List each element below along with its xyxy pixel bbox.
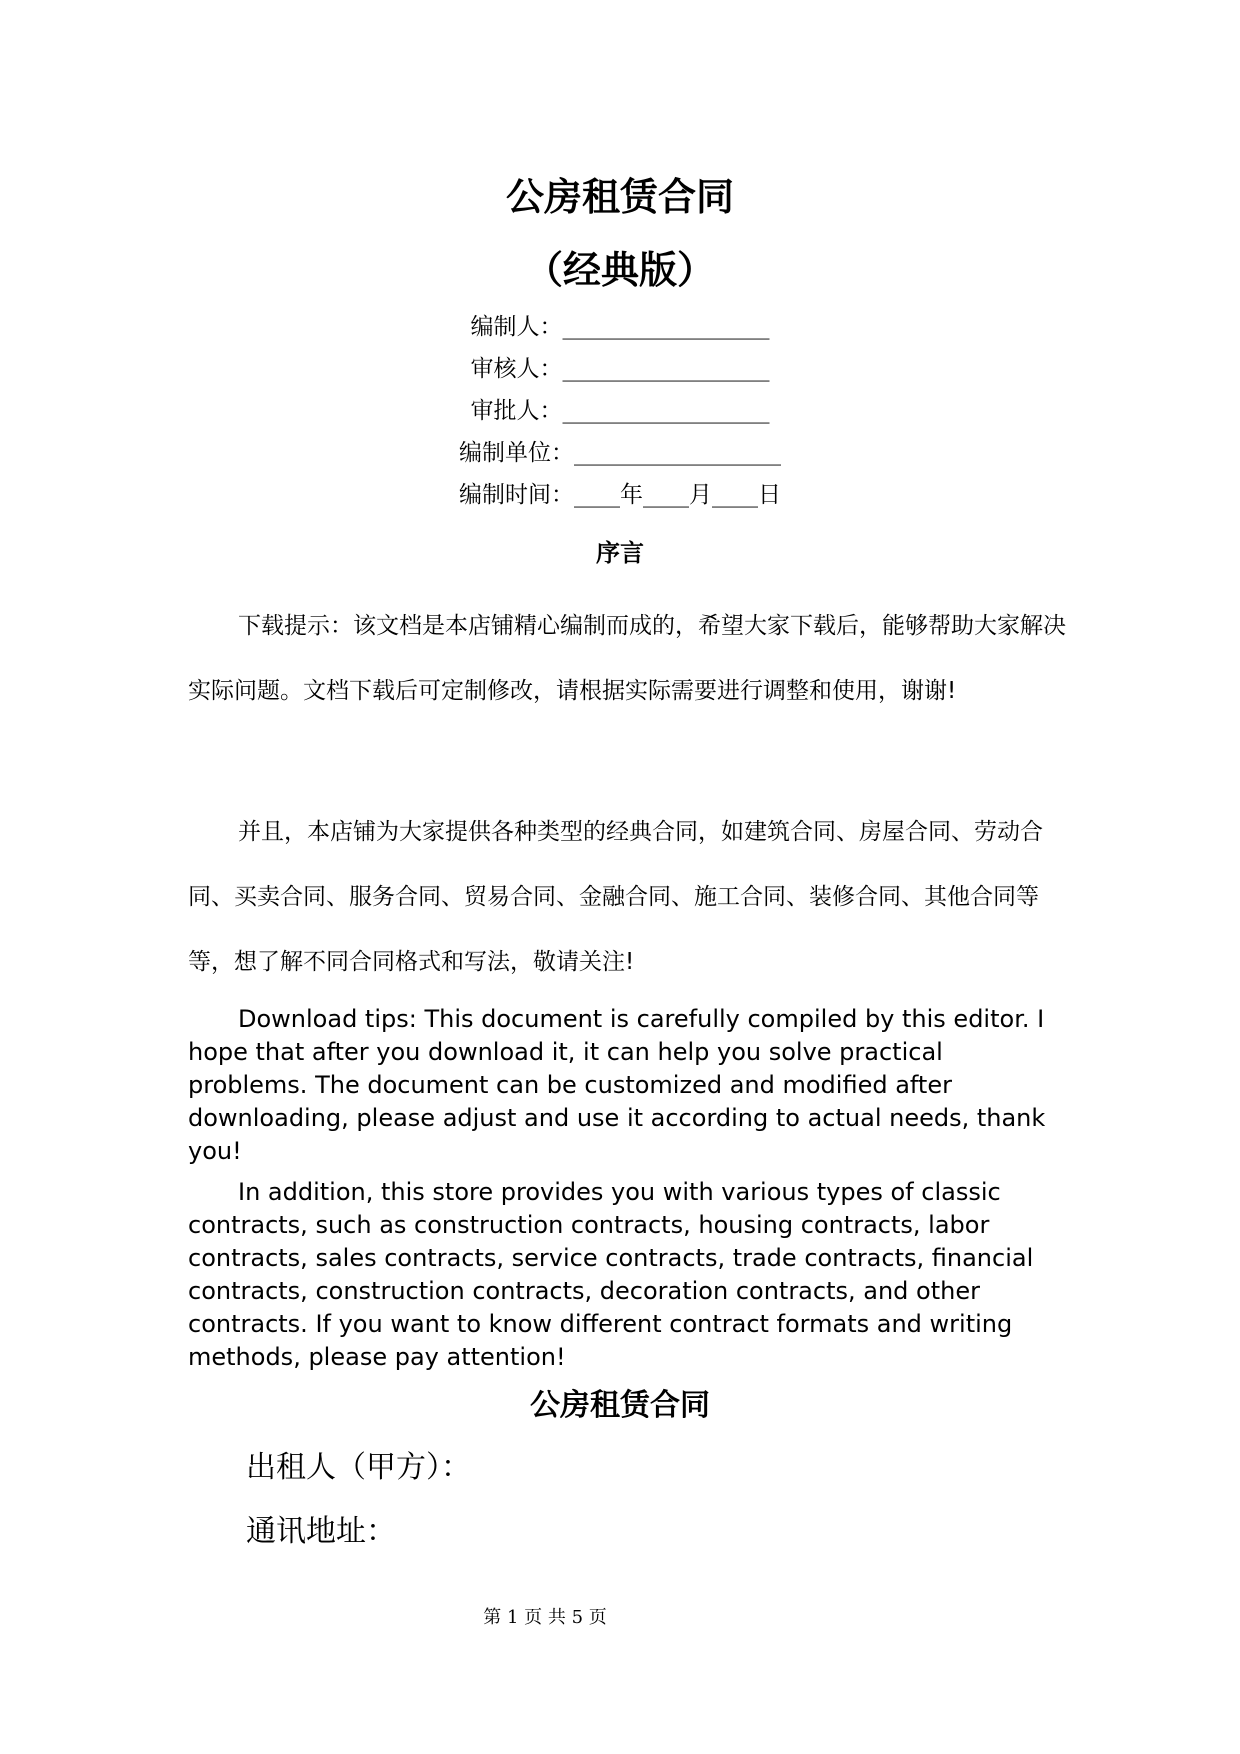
preface-cn-paragraph-2: 并且，本店铺为大家提供各种类型的经典合同，如建筑合同、房屋合同、劳动合同、买卖合同、服务合同、贸易合同、金融合同、施工合同、装修合同、其他合同等等，想了解不同合同格式和写法，敬请关注!	[188, 819, 1043, 975]
meta-organization: 编制单位：__________________	[459, 440, 781, 466]
preface-en-paragraph-1: Download tips: This document is carefully compiled by this editor. I hope that after you download it, it can help you solve practical problems. The document can be customized and modified after downloading, please adjust and use it according to actual needs, thank you!	[188, 1005, 1046, 1165]
document-title: 公房租赁合同	[505, 174, 734, 219]
lessor-field: 出租人（甲方）：	[246, 1450, 471, 1485]
meta-approver: 审批人：__________________	[470, 398, 770, 424]
address-field: 通讯地址：	[246, 1514, 396, 1549]
preface-cn-paragraph-1: 下载提示：该文档是本店铺精心编制而成的，希望大家下载后，能够帮助大家解决实际问题。文档下载后可定制修改，请根据实际需要进行调整和使用，谢谢!	[188, 613, 1066, 704]
meta-date: 编制时间：____年____月____日	[459, 482, 781, 508]
page-footer: 第 1 页 共 5 页	[483, 1607, 607, 1628]
section-title: 公房租赁合同	[530, 1388, 710, 1423]
preface-en-paragraph-2: In addition, this store provides you with various types of classic contracts, such as construction contracts, housing contracts, labor contracts, sales contracts, service contracts, trade contracts, financial contracts, construction contracts, decoration contracts, and other contracts. If you want to know different contract formats and writing methods, please pay attention!	[188, 1178, 1034, 1371]
preface-title: 序言	[596, 539, 644, 567]
meta-reviewer: 审核人：__________________	[470, 356, 770, 382]
document-subtitle: （经典版）	[524, 247, 715, 292]
meta-preparer: 编制人：__________________	[470, 314, 770, 340]
